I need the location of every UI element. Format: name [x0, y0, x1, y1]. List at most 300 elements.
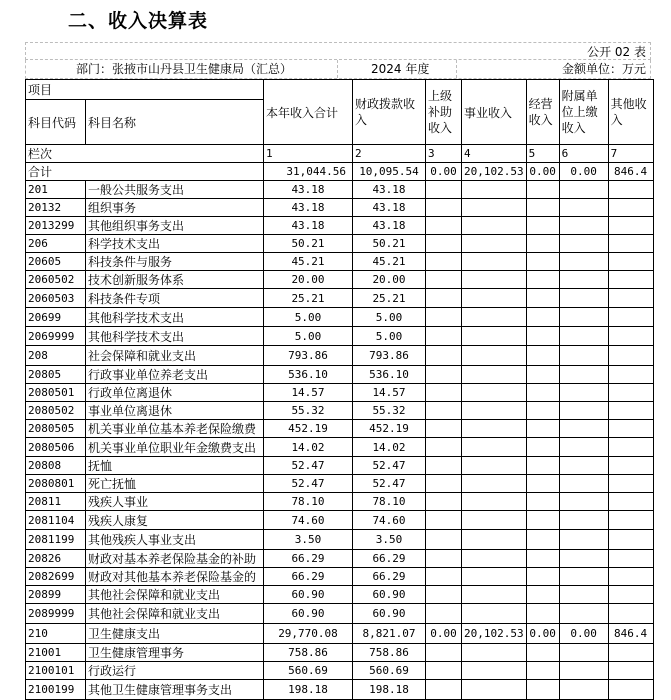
code-cell: 20826 — [26, 550, 86, 568]
table-row — [26, 384, 654, 402]
code-cell: 2080502 — [26, 402, 86, 420]
fiscal-cell: 52.47 — [353, 475, 426, 493]
superior-cell — [426, 586, 462, 604]
table-row — [26, 586, 654, 604]
total-cell: 536.10 — [264, 366, 353, 384]
superior-cell — [426, 550, 462, 568]
affiliated-cell — [559, 493, 608, 511]
affiliated-cell — [559, 327, 608, 346]
operating-cell — [526, 662, 559, 680]
fiscal-cell: 52.47 — [353, 457, 426, 475]
column-number: 7 — [608, 145, 653, 163]
header-affiliated: 附属单位上缴收入 — [559, 80, 608, 145]
name-cell: 其他社会保障和就业支出 — [86, 604, 264, 624]
column-number: 4 — [462, 145, 527, 163]
operating-cell — [526, 420, 559, 438]
name-cell: 事业单位离退休 — [86, 402, 264, 420]
total-cell: 25.21 — [264, 289, 353, 308]
superior-cell — [426, 457, 462, 475]
affiliated-cell — [559, 644, 608, 662]
total-cell: 560.69 — [264, 662, 353, 680]
affiliated-cell — [559, 530, 608, 550]
name-cell: 行政单位离退休 — [86, 384, 264, 402]
total-cell: 78.10 — [264, 493, 353, 511]
table-row — [26, 181, 654, 199]
business-cell — [462, 384, 527, 402]
code-cell: 2100199 — [26, 680, 86, 700]
table-row — [26, 493, 654, 511]
total-cell: 52.47 — [264, 457, 353, 475]
superior-cell — [426, 644, 462, 662]
other-cell — [608, 289, 653, 308]
operating-cell — [526, 199, 559, 217]
code-cell: 2080801 — [26, 475, 86, 493]
fiscal-cell: 8,821.07 — [353, 624, 426, 644]
business-cell — [462, 271, 527, 289]
divider — [337, 60, 338, 78]
other-cell — [608, 199, 653, 217]
name-cell: 其他组织事务支出 — [86, 217, 264, 235]
table-row — [26, 235, 654, 253]
total-cell: 66.29 — [264, 550, 353, 568]
affiliated-cell — [559, 235, 608, 253]
other-cell — [608, 402, 653, 420]
name-cell: 残疾人事业 — [86, 493, 264, 511]
code-cell: 208 — [26, 346, 86, 366]
affiliated-cell — [559, 271, 608, 289]
other-cell — [608, 662, 653, 680]
column-number: 6 — [559, 145, 608, 163]
total-cell: 14.02 — [264, 438, 353, 457]
operating-cell — [526, 604, 559, 624]
affiliated-cell — [559, 511, 608, 530]
operating-cell — [526, 644, 559, 662]
code-cell: 2081104 — [26, 511, 86, 530]
fiscal-cell: 60.90 — [353, 604, 426, 624]
header-other: 其他收入 — [608, 80, 653, 145]
other-cell — [608, 493, 653, 511]
income-table — [25, 79, 654, 700]
operating-cell — [526, 438, 559, 457]
name-cell: 其他社会保障和就业支出 — [86, 586, 264, 604]
operating-cell — [526, 511, 559, 530]
business-cell — [462, 199, 527, 217]
business-cell — [462, 366, 527, 384]
other-cell — [608, 604, 653, 624]
affiliated-cell — [559, 457, 608, 475]
name-cell: 其他卫生健康管理事务支出 — [86, 680, 264, 700]
business-cell — [462, 420, 527, 438]
code-cell: 20899 — [26, 586, 86, 604]
code-cell: 2080506 — [26, 438, 86, 457]
affiliated-cell — [559, 402, 608, 420]
table-row — [26, 511, 654, 530]
fiscal-cell: 43.18 — [353, 181, 426, 199]
column-number: 2 — [353, 145, 426, 163]
affiliated-cell — [559, 346, 608, 366]
name-cell: 科学技术支出 — [86, 235, 264, 253]
operating-cell — [526, 346, 559, 366]
fiscal-cell: 5.00 — [353, 327, 426, 346]
fiscal-cell: 60.90 — [353, 586, 426, 604]
table-row — [26, 604, 654, 624]
affiliated-cell — [559, 217, 608, 235]
year-label: 2024 年度 — [371, 62, 430, 76]
business-cell — [462, 530, 527, 550]
table-row — [26, 346, 654, 366]
code-cell: 2069999 — [26, 327, 86, 346]
unit-label: 金额单位：万元 — [561, 62, 646, 76]
table-row — [26, 327, 654, 346]
superior-cell — [426, 308, 462, 327]
name-cell: 行政事业单位养老支出 — [86, 366, 264, 384]
header-total: 本年收入合计 — [264, 80, 353, 145]
code-cell: 2081199 — [26, 530, 86, 550]
code-cell: 20811 — [26, 493, 86, 511]
other-cell — [608, 271, 653, 289]
code-cell: 201 — [26, 181, 86, 199]
table-row — [26, 568, 654, 586]
superior-cell — [426, 420, 462, 438]
table-row — [26, 438, 654, 457]
business-cell — [462, 438, 527, 457]
superior-cell — [426, 217, 462, 235]
operating-cell: 0.00 — [526, 624, 559, 644]
affiliated-cell — [559, 366, 608, 384]
code-cell: 2089999 — [26, 604, 86, 624]
business-cell — [462, 253, 527, 271]
operating-cell — [526, 181, 559, 199]
total-cell: 20.00 — [264, 271, 353, 289]
affiliated-cell — [559, 253, 608, 271]
superior-cell — [426, 384, 462, 402]
fiscal-cell: 560.69 — [353, 662, 426, 680]
operating-cell — [526, 327, 559, 346]
superior-cell — [426, 253, 462, 271]
table-row — [26, 624, 654, 644]
operating-cell — [526, 384, 559, 402]
fiscal-cell: 20.00 — [353, 271, 426, 289]
affiliated-cell — [559, 438, 608, 457]
affiliated-cell — [559, 550, 608, 568]
header-superior: 上级补助收入 — [426, 80, 462, 145]
meta-bar — [25, 60, 651, 79]
total-cell: 60.90 — [264, 586, 353, 604]
fiscal-cell: 758.86 — [353, 644, 426, 662]
fiscal-cell: 55.32 — [353, 402, 426, 420]
fiscal-cell: 5.00 — [353, 308, 426, 327]
form-id: 公开 02 表 — [587, 45, 646, 59]
operating-cell — [526, 568, 559, 586]
other-cell — [608, 366, 653, 384]
total-cell: 5.00 — [264, 308, 353, 327]
total-cell: 198.18 — [264, 680, 353, 700]
total-cell: 14.57 — [264, 384, 353, 402]
total-cell: 60.90 — [264, 604, 353, 624]
other-cell — [608, 327, 653, 346]
operating-cell — [526, 475, 559, 493]
other-cell — [608, 644, 653, 662]
table-row — [26, 550, 654, 568]
business-cell — [462, 402, 527, 420]
total-cell: 452.19 — [264, 420, 353, 438]
total-cell: 74.60 — [264, 511, 353, 530]
column-number: 1 — [264, 145, 353, 163]
superior-cell — [426, 346, 462, 366]
other-cell: 846.4 — [608, 163, 653, 181]
fiscal-cell: 14.02 — [353, 438, 426, 457]
name-cell: 机关事业单位基本养老保险缴费 — [86, 420, 264, 438]
business-cell — [462, 289, 527, 308]
header-fiscal: 财政拨款收入 — [353, 80, 426, 145]
operating-cell — [526, 235, 559, 253]
header-code: 科目代码 — [26, 100, 86, 145]
total-cell: 43.18 — [264, 199, 353, 217]
business-cell — [462, 662, 527, 680]
column-number-label: 栏次 — [26, 145, 264, 163]
affiliated-cell — [559, 181, 608, 199]
fiscal-cell: 25.21 — [353, 289, 426, 308]
operating-cell: 0.00 — [526, 163, 559, 181]
other-cell: 846.4 — [608, 624, 653, 644]
code-cell: 2060503 — [26, 289, 86, 308]
name-cell: 社会保障和就业支出 — [86, 346, 264, 366]
table-row — [26, 289, 654, 308]
fiscal-cell: 3.50 — [353, 530, 426, 550]
column-number: 3 — [426, 145, 462, 163]
fiscal-cell: 50.21 — [353, 235, 426, 253]
business-cell — [462, 457, 527, 475]
fiscal-cell: 536.10 — [353, 366, 426, 384]
affiliated-cell — [559, 662, 608, 680]
code-cell: 2080501 — [26, 384, 86, 402]
other-cell — [608, 384, 653, 402]
table-row — [26, 217, 654, 235]
other-cell — [608, 586, 653, 604]
business-cell — [462, 511, 527, 530]
business-cell — [462, 235, 527, 253]
business-cell — [462, 217, 527, 235]
operating-cell — [526, 308, 559, 327]
column-number: 5 — [526, 145, 559, 163]
name-cell: 财政对基本养老保险基金的补助 — [86, 550, 264, 568]
operating-cell — [526, 586, 559, 604]
superior-cell — [426, 235, 462, 253]
superior-cell — [426, 327, 462, 346]
name-cell: 卫生健康管理事务 — [86, 644, 264, 662]
superior-cell: 0.00 — [426, 624, 462, 644]
fiscal-cell: 10,095.54 — [353, 163, 426, 181]
table-row — [26, 271, 654, 289]
business-cell: 20,102.53 — [462, 163, 527, 181]
superior-cell — [426, 493, 462, 511]
other-cell — [608, 253, 653, 271]
business-cell — [462, 346, 527, 366]
fiscal-cell: 452.19 — [353, 420, 426, 438]
divider — [456, 60, 457, 78]
name-cell: 行政运行 — [86, 662, 264, 680]
total-cell: 758.86 — [264, 644, 353, 662]
superior-cell — [426, 604, 462, 624]
code-cell: 20605 — [26, 253, 86, 271]
name-cell: 死亡抚恤 — [86, 475, 264, 493]
code-cell: 20699 — [26, 308, 86, 327]
name-cell: 财政对其他基本养老保险基金的 — [86, 568, 264, 586]
table-row — [26, 644, 654, 662]
business-cell — [462, 493, 527, 511]
affiliated-cell — [559, 199, 608, 217]
other-cell — [608, 235, 653, 253]
fiscal-cell: 43.18 — [353, 217, 426, 235]
fiscal-cell: 43.18 — [353, 199, 426, 217]
column-number-row — [26, 145, 654, 163]
header-name: 科目名称 — [86, 100, 264, 145]
table-row — [26, 475, 654, 493]
total-cell: 50.21 — [264, 235, 353, 253]
affiliated-cell: 0.00 — [559, 163, 608, 181]
name-cell: 组织事务 — [86, 199, 264, 217]
code-cell: 2100101 — [26, 662, 86, 680]
table-row — [26, 420, 654, 438]
affiliated-cell — [559, 420, 608, 438]
name-cell: 抚恤 — [86, 457, 264, 475]
total-cell: 66.29 — [264, 568, 353, 586]
business-cell — [462, 327, 527, 346]
name-cell: 机关事业单位职业年金缴费支出 — [86, 438, 264, 457]
business-cell — [462, 644, 527, 662]
name-cell: 技术创新服务体系 — [86, 271, 264, 289]
total-label: 合计 — [26, 163, 264, 181]
name-cell: 科技条件与服务 — [86, 253, 264, 271]
page-title: 二、收入决算表 — [68, 10, 209, 32]
other-cell — [608, 438, 653, 457]
name-cell: 其他残疾人事业支出 — [86, 530, 264, 550]
affiliated-cell — [559, 604, 608, 624]
code-cell: 20132 — [26, 199, 86, 217]
department-label: 部门：张掖市山丹县卫生健康局（汇总） — [76, 62, 293, 76]
code-cell: 2080505 — [26, 420, 86, 438]
superior-cell — [426, 199, 462, 217]
total-cell: 31,044.56 — [264, 163, 353, 181]
other-cell — [608, 308, 653, 327]
table-row — [26, 457, 654, 475]
affiliated-cell — [559, 568, 608, 586]
table-row — [26, 199, 654, 217]
fiscal-cell: 66.29 — [353, 568, 426, 586]
operating-cell — [526, 217, 559, 235]
fiscal-cell: 45.21 — [353, 253, 426, 271]
total-row — [26, 163, 654, 181]
business-cell — [462, 550, 527, 568]
fiscal-cell: 66.29 — [353, 550, 426, 568]
affiliated-cell — [559, 308, 608, 327]
table-row — [26, 366, 654, 384]
total-cell: 3.50 — [264, 530, 353, 550]
operating-cell — [526, 550, 559, 568]
code-cell: 210 — [26, 624, 86, 644]
operating-cell — [526, 289, 559, 308]
fiscal-cell: 793.86 — [353, 346, 426, 366]
business-cell — [462, 568, 527, 586]
total-cell: 793.86 — [264, 346, 353, 366]
superior-cell — [426, 662, 462, 680]
total-cell: 43.18 — [264, 217, 353, 235]
header-item: 项目 — [26, 80, 264, 100]
superior-cell — [426, 402, 462, 420]
superior-cell — [426, 271, 462, 289]
total-cell: 45.21 — [264, 253, 353, 271]
affiliated-cell — [559, 289, 608, 308]
name-cell: 卫生健康支出 — [86, 624, 264, 644]
superior-cell — [426, 568, 462, 586]
header-business: 事业收入 — [462, 80, 527, 145]
total-cell: 29,770.08 — [264, 624, 353, 644]
other-cell — [608, 217, 653, 235]
other-cell — [608, 420, 653, 438]
operating-cell — [526, 253, 559, 271]
operating-cell — [526, 457, 559, 475]
other-cell — [608, 530, 653, 550]
table-row — [26, 530, 654, 550]
total-cell: 43.18 — [264, 181, 353, 199]
business-cell: 20,102.53 — [462, 624, 527, 644]
operating-cell — [526, 271, 559, 289]
other-cell — [608, 511, 653, 530]
code-cell: 2082699 — [26, 568, 86, 586]
code-cell: 21001 — [26, 644, 86, 662]
name-cell: 其他科学技术支出 — [86, 327, 264, 346]
business-cell — [462, 586, 527, 604]
superior-cell: 0.00 — [426, 163, 462, 181]
table-row — [26, 253, 654, 271]
table-row — [26, 308, 654, 327]
name-cell: 残疾人康复 — [86, 511, 264, 530]
total-cell: 5.00 — [264, 327, 353, 346]
business-cell — [462, 475, 527, 493]
fiscal-cell: 74.60 — [353, 511, 426, 530]
operating-cell — [526, 402, 559, 420]
superior-cell — [426, 511, 462, 530]
other-cell — [608, 346, 653, 366]
operating-cell — [526, 493, 559, 511]
other-cell — [608, 568, 653, 586]
fiscal-cell: 14.57 — [353, 384, 426, 402]
name-cell: 其他科学技术支出 — [86, 308, 264, 327]
affiliated-cell: 0.00 — [559, 624, 608, 644]
fiscal-cell: 198.18 — [353, 680, 426, 700]
code-cell: 2060502 — [26, 271, 86, 289]
superior-cell — [426, 289, 462, 308]
header-operating: 经营收入 — [526, 80, 559, 145]
code-cell: 20805 — [26, 366, 86, 384]
business-cell — [462, 604, 527, 624]
affiliated-cell — [559, 475, 608, 493]
superior-cell — [426, 438, 462, 457]
total-cell: 55.32 — [264, 402, 353, 420]
table-row — [26, 402, 654, 420]
other-cell — [608, 181, 653, 199]
name-cell: 科技条件专项 — [86, 289, 264, 308]
affiliated-cell — [559, 586, 608, 604]
other-cell — [608, 457, 653, 475]
code-cell: 20808 — [26, 457, 86, 475]
code-cell: 2013299 — [26, 217, 86, 235]
operating-cell — [526, 366, 559, 384]
operating-cell — [526, 530, 559, 550]
business-cell — [462, 181, 527, 199]
total-cell: 52.47 — [264, 475, 353, 493]
superior-cell — [426, 366, 462, 384]
